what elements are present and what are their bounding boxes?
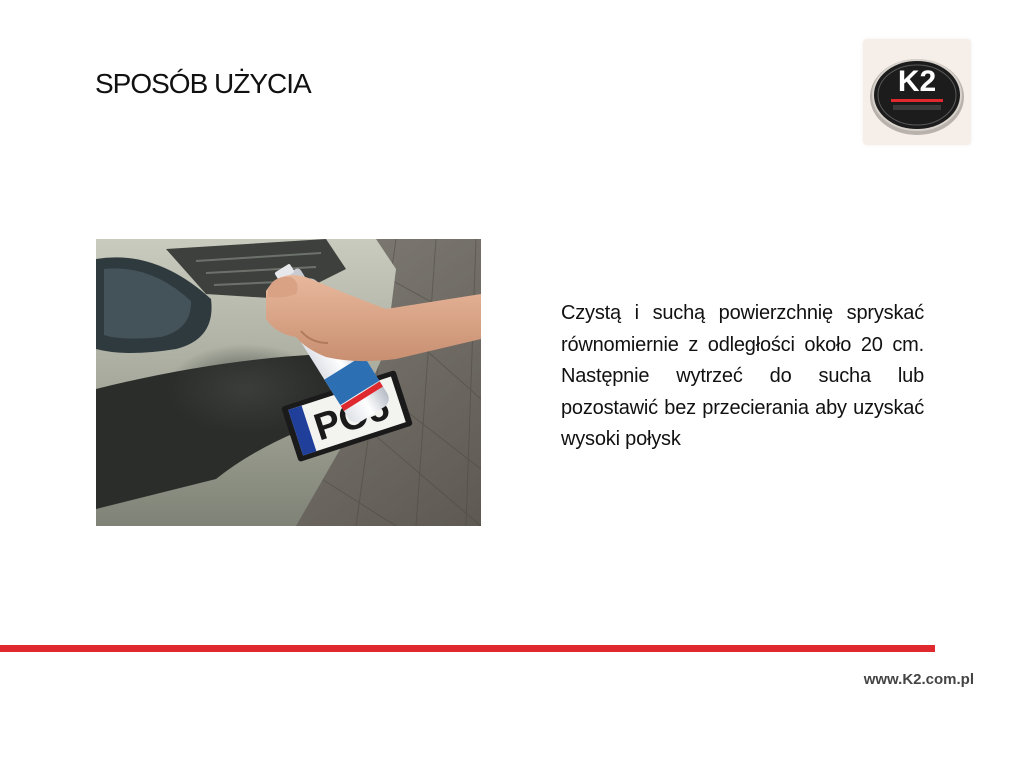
website-link[interactable]: www.K2.com.pl [863,671,974,688]
k2-logo [863,39,971,145]
spray-application-photo [96,239,481,526]
slide-title: SPOSÓB UŻYCIA [95,68,311,99]
footer-divider [0,645,935,652]
usage-instructions: Czystą i suchą powierzchnię spryskać równomiernie z odległości około 20 cm. Następnie wytrzeć do sucha lub pozostawić bez przecierania aby uzyskać wysoki połysk [561,302,924,450]
svg-text:K2: K2 [897,65,937,98]
